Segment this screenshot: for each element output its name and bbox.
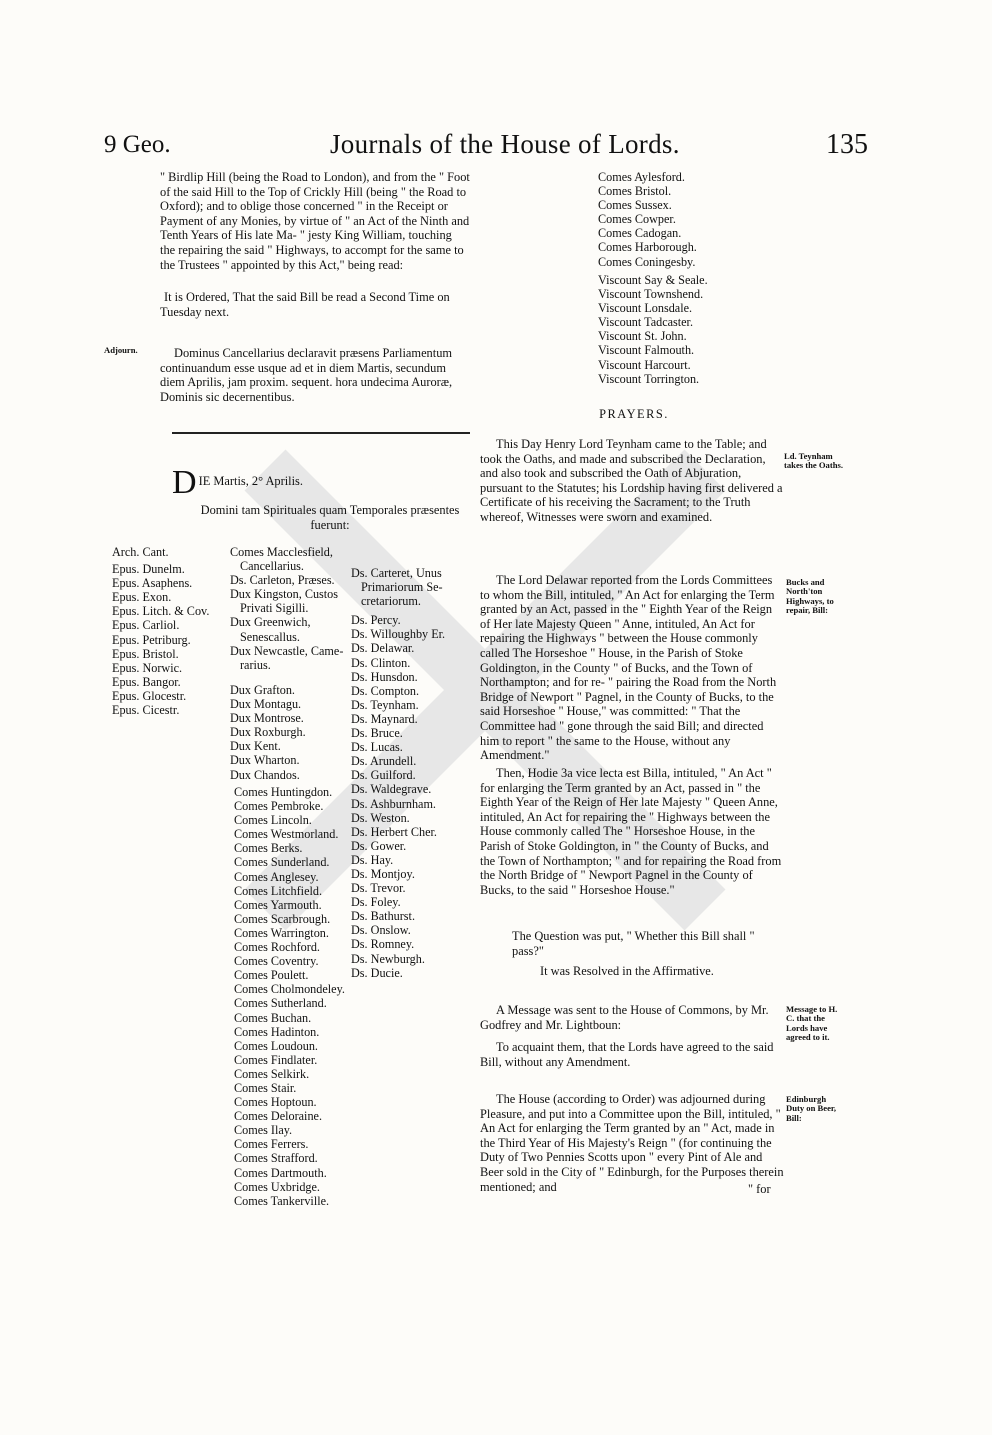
list-item: Dux Chandos. bbox=[230, 767, 300, 782]
list-item: Epus. Cicestr. bbox=[112, 703, 180, 718]
list-item: Privati Sigilli. bbox=[240, 601, 309, 616]
list-item: Comes Anglesey. bbox=[234, 869, 319, 884]
drop-cap: D bbox=[172, 464, 197, 501]
list-item: Viscount Say & Seale. bbox=[598, 273, 708, 287]
list-item: Comes Tankerville. bbox=[234, 1193, 330, 1208]
list-item: Comes Ferrers. bbox=[234, 1137, 309, 1152]
list-item: Viscount Townshend. bbox=[598, 287, 704, 302]
attendance-heading: Domini tam Spirituales quam Temporales præsentes fuerunt: bbox=[200, 503, 460, 532]
list-item: Ds. Arundell. bbox=[351, 754, 417, 769]
list-item: Ds. Compton. bbox=[351, 683, 420, 698]
list-item: Epus. Asaphens. bbox=[112, 576, 193, 591]
list-item: Ds. Gower. bbox=[351, 838, 407, 853]
third-reading: Then, Hodie 3a vice lecta est Billa, intituled, " An Act " for enlarging the Term granted by an Act, passed in " the Eighth Year of the Reign of Her late Majesty " Queen Anne, intituled, An Act for repairing the " Highways between the House commonly called The " Horseshoe House, in the Parish of Stoke Goldington, in " the County of Bucks, and the Town of Northampton; " and for repairing the Road from the North Bridge of " Newport Pagnel in the County of Bucks, to the said " Horseshoe House." bbox=[480, 766, 782, 897]
edinburgh-committee: The House (according to Order) was adjourned during Pleasure, and put into a Committee upon the Bill, intituled, " An Act for enlarging the Term granted by an " Act, made in the Third Year of His Majesty's Reign " (for continuing the Duty of Two Pennies Scotts upon " every Pint of Ale and Beer sold in the City of " Edinburgh, for the Purposes therein mentioned; and bbox=[480, 1092, 784, 1194]
acquaint-text: To acquaint them, that the Lords have agreed to the said Bill, without any Amendment. bbox=[480, 1040, 774, 1069]
list-item: Comes Berks. bbox=[234, 841, 303, 856]
list-item: Ds. Clinton. bbox=[351, 655, 411, 670]
delawar-report: The Lord Delawar reported from the Lords Committees to whom the Bill, intituled, " An Act for enlarging the Term granted by an Act, passed in the " Eighth Year of the Reign of Her late Majesty Queen " Anne, intituled, An Act for repairing the Highways " between the House commonly called The Horseshoe " House, in the Parish of Stoke Goldington, in the County " of Bucks, and the Town of Northampton; and for re- " pairing the Road from the North Bridge of Newport " Pagnel, in the County of Bucks, to the said Horseshoe " House," was committed: " That the Committee had " gone through the said Bill; and directed him to report " the same to the House, without any Amendment." bbox=[480, 573, 777, 763]
margin-note-edinburgh: Edinburgh Duty on Beer, Bill: bbox=[786, 1094, 837, 1123]
sitting-date-text: IE Martis, 2° Aprilis. bbox=[198, 474, 303, 488]
list-item: Ds. Willoughby Er. bbox=[351, 627, 446, 642]
list-item: Ds. Maynard. bbox=[351, 711, 418, 726]
list-item: Epus. Litch. & Cov. bbox=[112, 604, 210, 619]
list-item: Ds. Ashburnham. bbox=[351, 796, 436, 811]
list-item: Comes Cholmondeley. bbox=[234, 982, 345, 997]
dukes-list bbox=[230, 683, 306, 782]
list-item: Comes Sutherland. bbox=[234, 996, 327, 1011]
list-item: Ds. Weston. bbox=[351, 810, 410, 825]
list-item: Dux Montagu. bbox=[230, 697, 302, 712]
list-item: Ds. Ducie. bbox=[351, 965, 403, 980]
list-item: Comes Lincoln. bbox=[234, 813, 312, 828]
list-item: Ds. Montjoy. bbox=[351, 866, 415, 881]
list-item: Comes Macclesfield, bbox=[230, 545, 333, 559]
list-item: Ds. Delawar. bbox=[351, 641, 415, 656]
section-divider bbox=[172, 432, 470, 434]
list-item: Ds. Herbert Cher. bbox=[351, 824, 437, 839]
list-item: Comes Coningesby. bbox=[598, 254, 696, 269]
list-item: Ds. Carteret, Unus bbox=[351, 566, 442, 580]
list-item: Epus. Petriburg. bbox=[112, 632, 191, 647]
list-item: Comes Poulett. bbox=[234, 968, 309, 983]
list-item: Ds. Trevor. bbox=[351, 881, 406, 896]
list-item: Comes Yarmouth. bbox=[234, 897, 322, 912]
list-item: Comes Ilay. bbox=[234, 1123, 293, 1138]
list-item: Dux Montrose. bbox=[230, 711, 304, 726]
list-item: Viscount Torrington. bbox=[598, 371, 700, 386]
list-item: Ds. Guilford. bbox=[351, 768, 416, 783]
list-item: Viscount Harcourt. bbox=[598, 357, 691, 372]
list-item: Comes Aylesford. bbox=[598, 170, 685, 184]
margin-note-adjourn: Adjourn. bbox=[104, 345, 138, 355]
list-item: Comes Rochford. bbox=[234, 940, 320, 955]
list-item: Comes Scarbrough. bbox=[234, 911, 331, 926]
list-item: Ds. Hay. bbox=[351, 852, 394, 867]
list-item: Dux Greenwich, bbox=[230, 615, 311, 630]
list-item: Ds. Newburgh. bbox=[351, 951, 425, 966]
prayers-heading: PRAYERS. bbox=[599, 407, 669, 421]
list-item: Epus. Carliol. bbox=[112, 618, 180, 633]
list-item: Comes Sussex. bbox=[598, 198, 672, 213]
list-item: Epus. Dunelm. bbox=[112, 562, 185, 577]
earls-list-continued bbox=[598, 170, 697, 269]
list-item: Ds. Teynham. bbox=[351, 697, 419, 712]
list-item: Ds. Bruce. bbox=[351, 726, 403, 741]
question-put: The Question was put, " Whether this Bill shall " pass?" bbox=[512, 929, 755, 958]
list-item: cretariorum. bbox=[361, 594, 421, 609]
list-item: Dux Roxburgh. bbox=[230, 725, 306, 740]
list-item: Ds. Foley. bbox=[351, 895, 401, 910]
list-item: Comes Deloraine. bbox=[234, 1109, 322, 1124]
list-item: Primariorum Se- bbox=[361, 580, 443, 595]
list-item: Epus. Norwic. bbox=[112, 660, 183, 675]
list-item: Comes Sunderland. bbox=[234, 855, 330, 870]
list-item: Comes Findlater. bbox=[234, 1052, 318, 1067]
list-item: Cancellarius. bbox=[240, 559, 304, 574]
list-item: Ds. Percy. bbox=[351, 613, 401, 628]
list-item: Comes Stair. bbox=[234, 1080, 297, 1095]
bill-text-continued: " Birdlip Hill (being the Road to London), and from the " Foot of the said Hill to the Top of Crickly Hill (being " the Road to Oxford); and to oblige those concerned " in the Receipt or Payment of any Monies, by virtue of " an Act of the Ninth and Tenth Years of His late Ma- " jesty King William, touching the repairing the said " Highways, to accompt for the same to the Trustees " appointed by this Act," being read: bbox=[160, 170, 470, 272]
list-item: Comes Pembroke. bbox=[234, 799, 324, 814]
margin-note-message: Message to H. C. that the Lords have agreed to it. bbox=[786, 1004, 838, 1043]
list-item: Comes Hoptoun. bbox=[234, 1095, 317, 1110]
earls-list bbox=[234, 785, 345, 1208]
list-item: Epus. Bristol. bbox=[112, 646, 179, 661]
list-item: Comes Selkirk. bbox=[234, 1066, 310, 1081]
list-item: Ds. Onslow. bbox=[351, 923, 411, 938]
list-item: Arch. Cant. bbox=[112, 545, 169, 559]
margin-note-bucks: Bucks and North'ton Highways, to repair, Bill: bbox=[786, 577, 834, 616]
catchword: " for bbox=[748, 1182, 771, 1196]
list-item: Dux Kingston, Custos bbox=[230, 587, 339, 602]
list-item: Comes Huntingdon. bbox=[234, 785, 333, 799]
margin-note-teynham: Ld. Teynham takes the Oaths. bbox=[784, 451, 843, 471]
list-item: Dux Wharton. bbox=[230, 753, 300, 768]
lords-officers-list bbox=[230, 545, 343, 672]
lords-spiritual-list bbox=[112, 545, 209, 717]
resolved-affirmative: It was Resolved in the Affirmative. bbox=[540, 964, 714, 978]
list-item: Senescallus. bbox=[240, 629, 300, 644]
list-item: Ds. Hunsdon. bbox=[351, 669, 418, 684]
list-item: Ds. Waldegrave. bbox=[351, 782, 432, 797]
running-title: Journals of the House of Lords. bbox=[330, 129, 680, 159]
list-item: Viscount Falmouth. bbox=[598, 343, 695, 358]
list-item: Ds. Lucas. bbox=[351, 740, 403, 755]
list-item: Dux Newcastle, Came- bbox=[230, 643, 344, 658]
list-item: Comes Cowper. bbox=[598, 212, 676, 227]
list-item: Comes Litchfield. bbox=[234, 883, 323, 898]
list-item: Dux Grafton. bbox=[230, 683, 295, 697]
list-item: Comes Harborough. bbox=[598, 240, 697, 255]
list-item: Comes Warrington. bbox=[234, 925, 329, 940]
list-item: Comes Dartmouth. bbox=[234, 1165, 327, 1180]
message-to-commons: A Message was sent to the House of Commons, by Mr. Godfrey and Mr. Lightboun: bbox=[480, 1003, 769, 1032]
list-item: Comes Cadogan. bbox=[598, 226, 682, 241]
list-item: Comes Westmorland. bbox=[234, 827, 339, 842]
list-item: Comes Bristol. bbox=[598, 184, 672, 199]
order-second-reading: It is Ordered, That the said Bill be read a Second Time on Tuesday next. bbox=[160, 290, 450, 319]
viscounts-list bbox=[598, 273, 708, 386]
list-item: Epus. Glocestr. bbox=[112, 688, 187, 703]
sitting-date bbox=[172, 464, 472, 501]
list-item: Viscount Lonsdale. bbox=[598, 301, 693, 316]
list-item: Comes Hadinton. bbox=[234, 1024, 320, 1039]
list-item: Comes Buchan. bbox=[234, 1010, 312, 1025]
barons-list bbox=[351, 566, 445, 980]
list-item: Ds. Romney. bbox=[351, 937, 415, 952]
regnal-year: 9 Geo. bbox=[104, 131, 171, 158]
list-item: rarius. bbox=[240, 657, 271, 672]
list-item: Ds. Carleton, Præses. bbox=[230, 573, 335, 588]
list-item: Comes Loudoun. bbox=[234, 1038, 318, 1053]
adjournment-text: Dominus Cancellarius declaravit præsens Parliamentum continuandum esse usque ad et in diem Martis, secundum diem Aprilis, jam proxim. sequent. hora undecima Auroræ, Dominis sic decernentibus. bbox=[160, 346, 453, 404]
list-item: Viscount St. John. bbox=[598, 329, 687, 344]
list-item: Comes Strafford. bbox=[234, 1151, 318, 1166]
list-item: Dux Kent. bbox=[230, 739, 281, 754]
list-item: Comes Uxbridge. bbox=[234, 1179, 320, 1194]
list-item: Comes Coventry. bbox=[234, 954, 319, 969]
list-item: Viscount Tadcaster. bbox=[598, 315, 693, 330]
teynham-paragraph: This Day Henry Lord Teynham came to the Table; and took the Oaths, and made and subscribed the Declaration, and also took and subscribed the Oath of Abjuration, pursuant to the Statutes; his Lordship having first delivered a Certificate of his receiving the Sacrament; to the Truth whereof, Witnesses were sworn and examined. bbox=[480, 437, 783, 524]
list-item: Ds. Bathurst. bbox=[351, 909, 415, 924]
list-item: Epus. Exon. bbox=[112, 590, 172, 605]
page-number: 135 bbox=[826, 129, 868, 160]
list-item: Epus. Bangor. bbox=[112, 674, 181, 689]
